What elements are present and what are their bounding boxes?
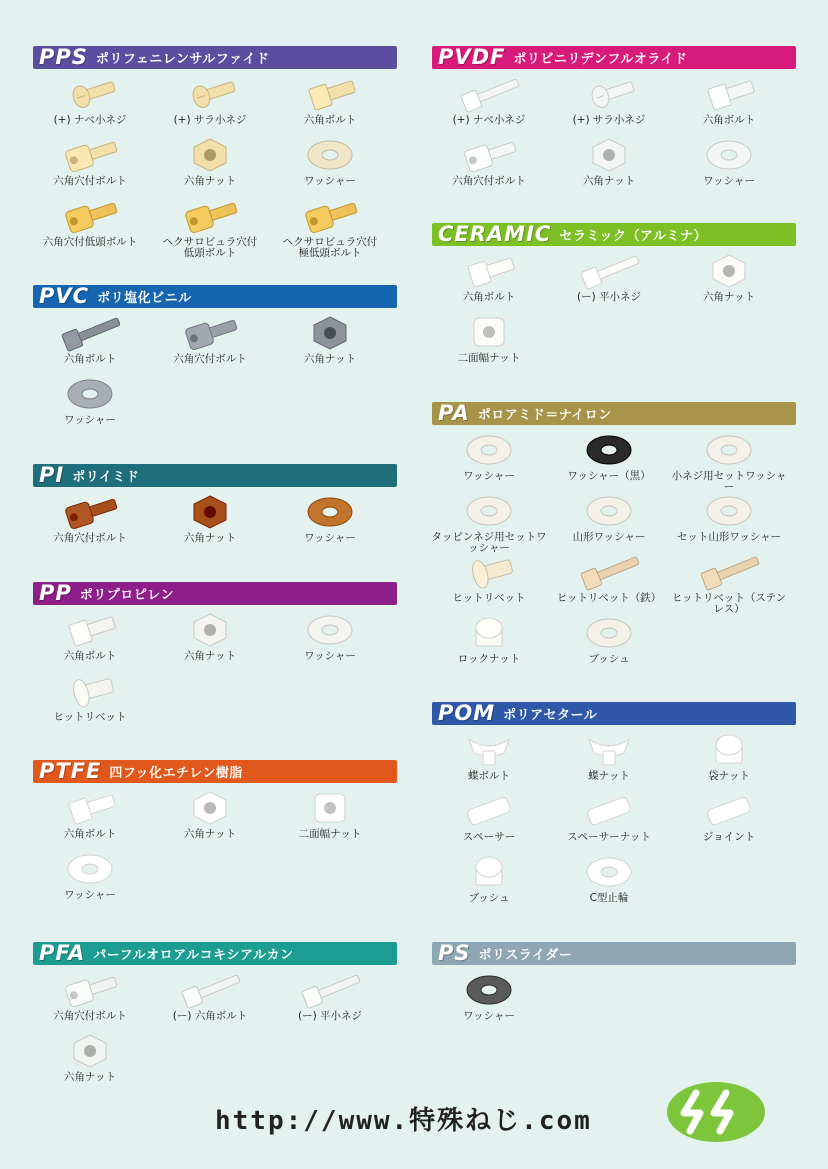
product-item[interactable] [30, 375, 150, 436]
product-item[interactable] [30, 971, 150, 1032]
product-label: ヒットリベット [452, 592, 526, 604]
product-item[interactable] [30, 672, 150, 733]
product-label: ヒットリベット（ステンレス） [671, 592, 787, 615]
longbolt-icon [175, 971, 245, 1009]
material-code: POM [438, 701, 496, 725]
product-item[interactable] [549, 492, 669, 553]
capbolt-icon [55, 971, 125, 1009]
product-label: ヘクサロビュラ穴付 低頭ボルト [162, 236, 258, 259]
product-item[interactable] [150, 136, 270, 197]
product-label: ワッシャー [304, 650, 356, 662]
washer-icon [454, 971, 524, 1009]
screw-icon [55, 75, 125, 113]
washer-icon [295, 136, 365, 174]
product-label: 六角ボルト [462, 291, 516, 303]
material-name: ポリアセタール [503, 708, 598, 723]
rivet-icon [454, 553, 524, 591]
material-code: PA [438, 401, 470, 425]
product-label: セット山形ワッシャー [676, 531, 782, 543]
section-pp [33, 581, 397, 723]
product-label: 六角穴付ボルト [53, 175, 127, 187]
product-item[interactable] [429, 431, 549, 492]
material-code: PP [39, 581, 72, 605]
product-item[interactable] [549, 75, 669, 136]
product-item[interactable] [669, 553, 789, 614]
material-code: PVDF [438, 45, 506, 69]
product-label: ワッシャー [64, 414, 116, 426]
product-label: 六角ボルト [63, 828, 117, 840]
washer-icon [454, 431, 524, 469]
product-label: 六角ナット [183, 175, 237, 187]
product-label: (+) サラ小ネジ [173, 114, 247, 126]
product-label: 六角穴付低頭ボルト [42, 236, 138, 248]
product-label: ロックナット [457, 653, 521, 665]
capbolt-icon [55, 197, 125, 235]
section-ceramic [432, 222, 796, 364]
product-label: 六角ナット [303, 353, 357, 365]
capbolt-icon [55, 136, 125, 174]
product-label: タッピンネジ用セットワッシャー [431, 531, 547, 554]
product-label: ヒットリベット [53, 711, 127, 723]
material-name: パーフルオロアルコキシアルカン [93, 948, 294, 963]
material-code: CERAMIC [438, 222, 552, 246]
product-label: 六角ボルト [702, 114, 756, 126]
section-header-pp [33, 582, 397, 605]
section-header-pvdf [432, 46, 796, 69]
washer-icon [574, 853, 644, 891]
product-item[interactable] [270, 314, 390, 375]
product-item[interactable] [429, 971, 549, 1032]
product-item[interactable] [549, 853, 669, 914]
section-pi [33, 463, 397, 544]
bolt-icon [295, 75, 365, 113]
washer-icon [574, 614, 644, 652]
product-label: ワッシャー [463, 470, 515, 482]
product-item[interactable] [30, 493, 150, 554]
section-pvc [33, 284, 397, 426]
longbolt-icon [694, 553, 764, 591]
material-code: PFA [39, 941, 86, 965]
product-item[interactable] [669, 492, 789, 553]
product-item[interactable] [270, 136, 390, 197]
material-name: ポリフェニレンサルファイド [95, 52, 270, 67]
product-label: 六角穴付ボルト [173, 353, 247, 365]
product-label: ジョイント [702, 831, 756, 843]
product-item[interactable] [270, 971, 390, 1032]
product-item[interactable] [669, 136, 789, 197]
product-item[interactable] [429, 792, 549, 853]
product-label: 六角穴付ボルト [53, 532, 127, 544]
product-item[interactable] [429, 492, 549, 553]
wing-icon [574, 731, 644, 769]
product-item[interactable] [150, 197, 270, 258]
product-item[interactable] [150, 75, 270, 136]
product-item[interactable] [270, 197, 390, 258]
product-label: 六角ナット [183, 828, 237, 840]
product-label: ワッシャー [304, 175, 356, 187]
product-label: ヘクサロビュラ穴付 極低頭ボルト [282, 236, 378, 259]
product-item[interactable] [30, 850, 150, 911]
product-label: (+) ナベ小ネジ [53, 114, 127, 126]
material-name: セラミック（アルミナ） [559, 229, 708, 244]
capbolt-icon [175, 197, 245, 235]
wing-icon [454, 731, 524, 769]
product-item[interactable] [270, 789, 390, 850]
product-item[interactable] [549, 553, 669, 614]
product-item[interactable] [549, 252, 669, 313]
product-label: (ー) 平小ネジ [297, 1010, 363, 1022]
section-header-pvc [33, 285, 397, 308]
washer-icon [694, 136, 764, 174]
product-item[interactable] [429, 136, 549, 197]
capnut-icon [454, 853, 524, 891]
section-header-ptfe [33, 760, 397, 783]
capbolt-icon [55, 493, 125, 531]
product-label: (+) ナベ小ネジ [452, 114, 526, 126]
material-name: ポリプロピレン [79, 588, 174, 603]
longbolt-icon [295, 971, 365, 1009]
screw-icon [574, 75, 644, 113]
product-item[interactable] [669, 431, 789, 492]
nut-icon [175, 789, 245, 827]
product-item[interactable] [429, 252, 549, 313]
product-label: 蝶ボルト [468, 770, 510, 782]
product-label: ワッシャー [304, 532, 356, 544]
product-item[interactable] [429, 731, 549, 792]
product-label: 六角ナット [183, 532, 237, 544]
washer-icon [574, 492, 644, 530]
section-header-pfa [33, 942, 397, 965]
capbolt-icon [175, 314, 245, 352]
product-item[interactable] [150, 493, 270, 554]
washer-icon [55, 375, 125, 413]
product-label: 山形ワッシャー [572, 531, 646, 543]
product-item[interactable] [150, 971, 270, 1032]
material-code: PTFE [39, 759, 102, 783]
material-code: PVC [39, 284, 90, 308]
material-name: ポリビニリデンフルオライド [513, 52, 688, 67]
squarenut-icon [295, 789, 365, 827]
product-item[interactable] [270, 611, 390, 672]
product-label: 二面幅ナット [457, 352, 521, 364]
product-label: 六角穴付ボルト [53, 1010, 127, 1022]
material-name: ポリイミド [72, 470, 140, 485]
product-item[interactable] [549, 431, 669, 492]
nut-icon [295, 314, 365, 352]
nut-icon [175, 493, 245, 531]
washer-icon [574, 431, 644, 469]
material-name: ポロアミド＝ナイロン [477, 408, 612, 423]
company-logo [666, 1081, 766, 1143]
product-label: 袋ナット [708, 770, 750, 782]
capbolt-icon [454, 136, 524, 174]
nut-icon [175, 136, 245, 174]
squarenut-icon [454, 313, 524, 351]
product-item[interactable] [150, 789, 270, 850]
product-label: (ー) 六角ボルト [172, 1010, 248, 1022]
section-pvdf [432, 45, 796, 187]
product-label: スペーサーナット [567, 831, 651, 843]
section-header-pom [432, 702, 796, 725]
screw-icon [175, 75, 245, 113]
spacer-icon [694, 792, 764, 830]
product-label: C型止輪 [589, 892, 629, 904]
product-label: スペーサー [462, 831, 516, 843]
product-item[interactable] [429, 614, 549, 675]
product-item[interactable] [669, 792, 789, 853]
product-label: 蝶ナット [588, 770, 630, 782]
product-label: ブッシュ [468, 892, 510, 904]
product-item[interactable] [150, 314, 270, 375]
product-label: ブッシュ [588, 653, 630, 665]
bolt-icon [454, 252, 524, 290]
section-header-ceramic [432, 223, 796, 246]
product-item[interactable] [150, 611, 270, 672]
washer-icon [454, 492, 524, 530]
product-item[interactable] [669, 75, 789, 136]
product-label: 六角ボルト [303, 114, 357, 126]
product-item[interactable] [429, 853, 549, 914]
bolt-icon [55, 789, 125, 827]
product-label: (ー) 平小ネジ [576, 291, 642, 303]
product-label: 六角ナット [63, 1071, 117, 1083]
material-name: ポリスライダー [478, 948, 573, 963]
product-item[interactable] [549, 792, 669, 853]
product-item[interactable] [30, 314, 150, 375]
product-item[interactable] [549, 614, 669, 675]
website-url[interactable]: http://www.特殊ねじ.com [215, 1106, 592, 1136]
rivet-icon [55, 672, 125, 710]
washer-icon [694, 431, 764, 469]
capbolt-icon [295, 197, 365, 235]
material-name: 四フッ化エチレン樹脂 [109, 766, 243, 781]
product-item[interactable] [30, 136, 150, 197]
material-code: PPS [39, 45, 88, 69]
bolt-icon [694, 75, 764, 113]
product-item[interactable] [30, 75, 150, 136]
section-pps [33, 45, 397, 259]
longbolt-icon [55, 314, 125, 352]
section-header-pi [33, 464, 397, 487]
section-header-pps [33, 46, 397, 69]
product-label: 六角穴付ボルト [452, 175, 526, 187]
product-label: 六角ナット [183, 650, 237, 662]
product-item[interactable] [30, 611, 150, 672]
product-label: 六角ナット [582, 175, 636, 187]
section-ps [432, 941, 796, 1022]
section-pfa [33, 941, 397, 1083]
product-item[interactable] [429, 313, 549, 374]
product-label: ヒットリベット（鉄） [556, 592, 662, 604]
washer-icon [694, 492, 764, 530]
product-item[interactable] [30, 789, 150, 850]
product-item[interactable] [30, 1032, 150, 1093]
nut-icon [574, 136, 644, 174]
product-label: 小ネジ用セットワッシャー [671, 470, 787, 493]
section-pa [431, 401, 796, 665]
section-header-ps [432, 942, 796, 965]
nut-icon [694, 252, 764, 290]
product-label: ワッシャー（黒） [567, 470, 651, 482]
capnut-icon [454, 614, 524, 652]
product-label: 六角ナット [702, 291, 756, 303]
washer-icon [295, 611, 365, 649]
section-header-pa [432, 402, 796, 425]
product-item[interactable] [549, 136, 669, 197]
section-pom [432, 701, 796, 904]
product-label: 二面幅ナット [298, 828, 362, 840]
product-label: 六角ボルト [63, 353, 117, 365]
product-label: ワッシャー [463, 1010, 515, 1022]
bolt-icon [55, 611, 125, 649]
capnut-icon [694, 731, 764, 769]
nut-icon [55, 1032, 125, 1070]
material-code: PS [438, 941, 471, 965]
product-label: 六角ボルト [63, 650, 117, 662]
product-item[interactable] [270, 493, 390, 554]
longbolt-icon [454, 75, 524, 113]
product-item[interactable] [669, 252, 789, 313]
section-ptfe [33, 759, 397, 901]
product-label: ワッシャー [64, 889, 116, 901]
product-item[interactable] [669, 731, 789, 792]
product-label: ワッシャー [703, 175, 755, 187]
product-item[interactable] [549, 731, 669, 792]
longbolt-icon [574, 553, 644, 591]
product-label: (+) サラ小ネジ [572, 114, 646, 126]
washer-icon [55, 850, 125, 888]
product-item[interactable] [30, 197, 150, 258]
product-item[interactable] [429, 553, 549, 614]
washer-icon [295, 493, 365, 531]
product-item[interactable] [270, 75, 390, 136]
material-code: PI [39, 463, 65, 487]
nut-icon [175, 611, 245, 649]
material-name: ポリ塩化ビニル [97, 291, 192, 306]
longbolt-icon [574, 252, 644, 290]
product-item[interactable] [429, 75, 549, 136]
spacer-icon [454, 792, 524, 830]
spacer-icon [574, 792, 644, 830]
